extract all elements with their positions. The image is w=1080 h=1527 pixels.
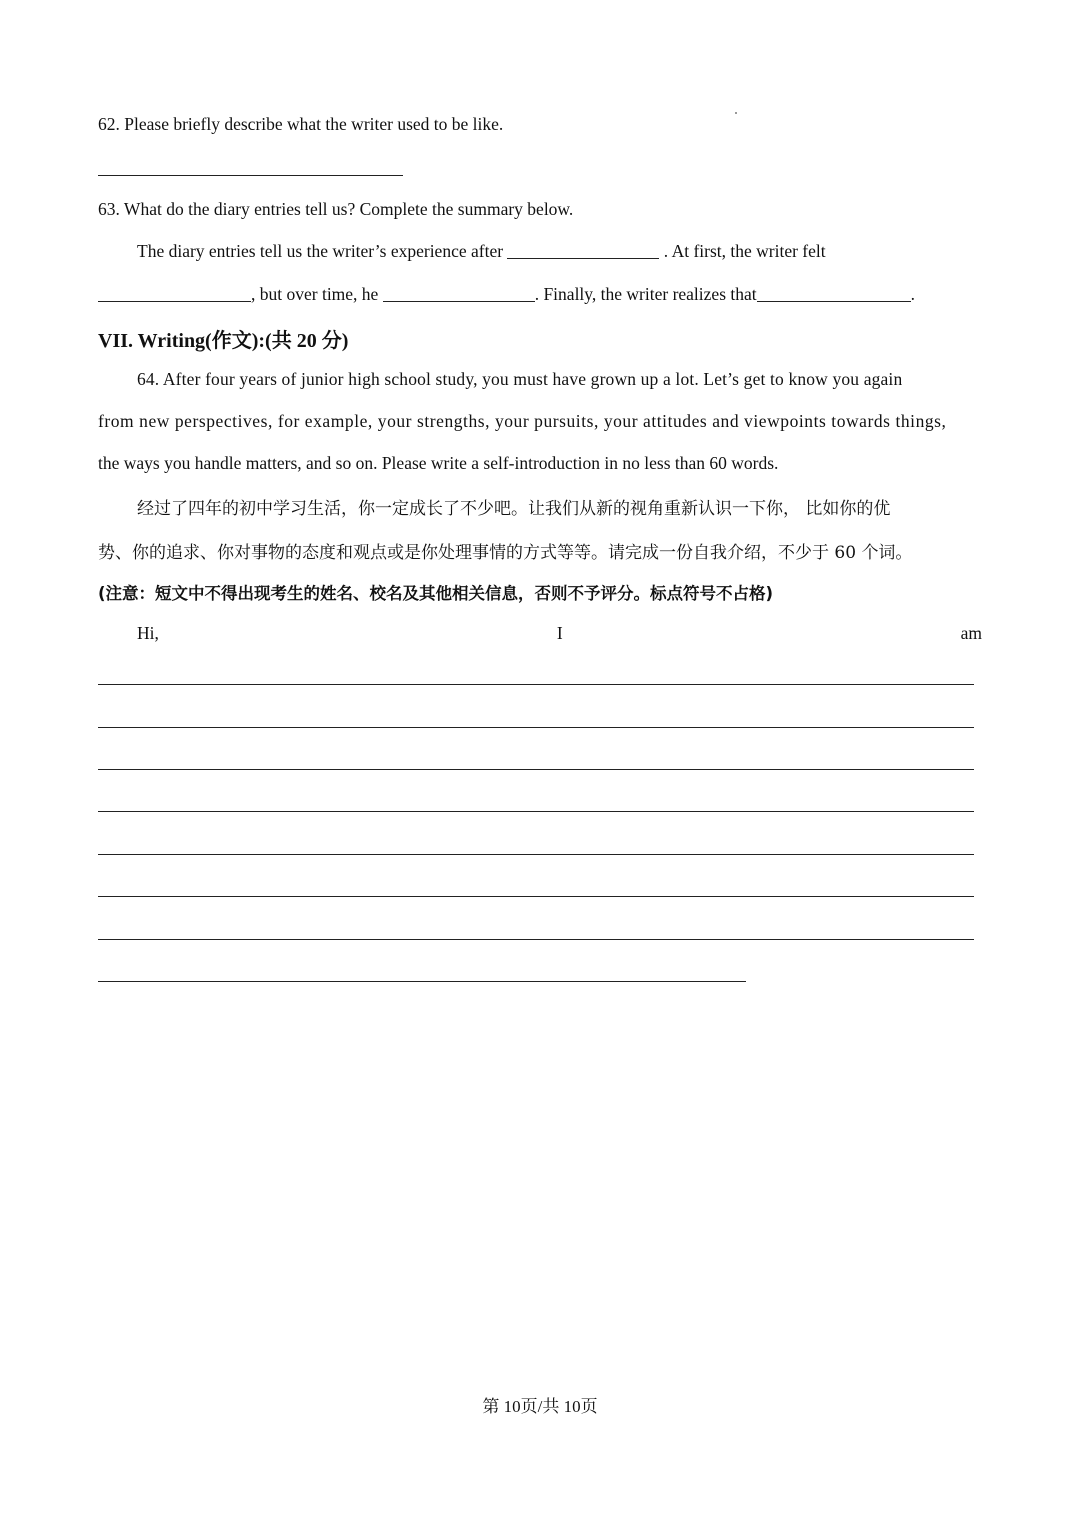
- section-heading: VII. Writing(作文):(共 20 分): [98, 330, 349, 352]
- note: (注意：短文中不得出现考生的姓名、校名及其他相关信息，否则不予评分。标点符号不占格): [98, 584, 774, 603]
- writing-line-5[interactable]: [98, 854, 974, 855]
- writing-line-4[interactable]: [98, 811, 974, 812]
- question-62: 62. Please briefly describe what the writer used to be like.: [98, 114, 504, 134]
- stray-mark: [735, 112, 737, 114]
- prompt-line-1: [137, 369, 982, 390]
- blank-felt[interactable]: [98, 284, 251, 305]
- prompt-text-1: 64. After four years of junior high school study, you must have grown up a lot. Let’s get to know you again: [137, 369, 903, 389]
- starter-am: am: [960, 623, 982, 643]
- writing-line-6[interactable]: [98, 896, 974, 897]
- summary-line-1: [137, 241, 826, 262]
- summary-text-1a: The diary entries tell us the writer’s experience after: [137, 241, 504, 261]
- summary-text-2a: , but over time, he: [251, 284, 379, 304]
- writing-line-7[interactable]: [98, 939, 974, 940]
- question-63: 63. What do the diary entries tell us? Complete the summary below.: [98, 199, 574, 219]
- answer-line-62[interactable]: [98, 175, 403, 176]
- prompt-line-2: from new perspectives, for example, your strengths, your pursuits, your attitudes and viewpoints towards things,: [98, 411, 947, 431]
- summary-text-2c: .: [910, 284, 915, 304]
- writing-line-2[interactable]: [98, 727, 974, 728]
- starter-hi: Hi,: [137, 623, 159, 643]
- summary-text-2b: . Finally, the writer realizes that: [534, 284, 757, 304]
- blank-over-time[interactable]: [383, 284, 535, 305]
- page-number: 第 10页/共 10页: [482, 1397, 598, 1416]
- summary-line-2: [98, 284, 915, 305]
- prompt-line-3: the ways you handle matters, and so on. Please write a self-introduction in no less than 60 words.: [98, 453, 779, 473]
- zh-instruction-2: 势、你的追求、你对事物的态度和观点或是你处理事情的方式等等。请完成一份自我介绍，不少于 60 个词。: [98, 543, 913, 563]
- writing-line-3[interactable]: [98, 769, 974, 770]
- blank-experience[interactable]: [507, 241, 659, 262]
- starter-line: [137, 623, 982, 644]
- writing-line-8[interactable]: [98, 981, 746, 982]
- writing-line-1[interactable]: [98, 684, 974, 685]
- summary-text-1b: . At first, the writer felt: [663, 241, 826, 261]
- zh-instruction-1: 经过了四年的初中学习生活，你一定成长了不少吧。让我们从新的视角重新认识一下你， 比如你的优: [137, 499, 891, 519]
- starter-i: I: [556, 623, 563, 643]
- blank-realizes[interactable]: [757, 284, 911, 305]
